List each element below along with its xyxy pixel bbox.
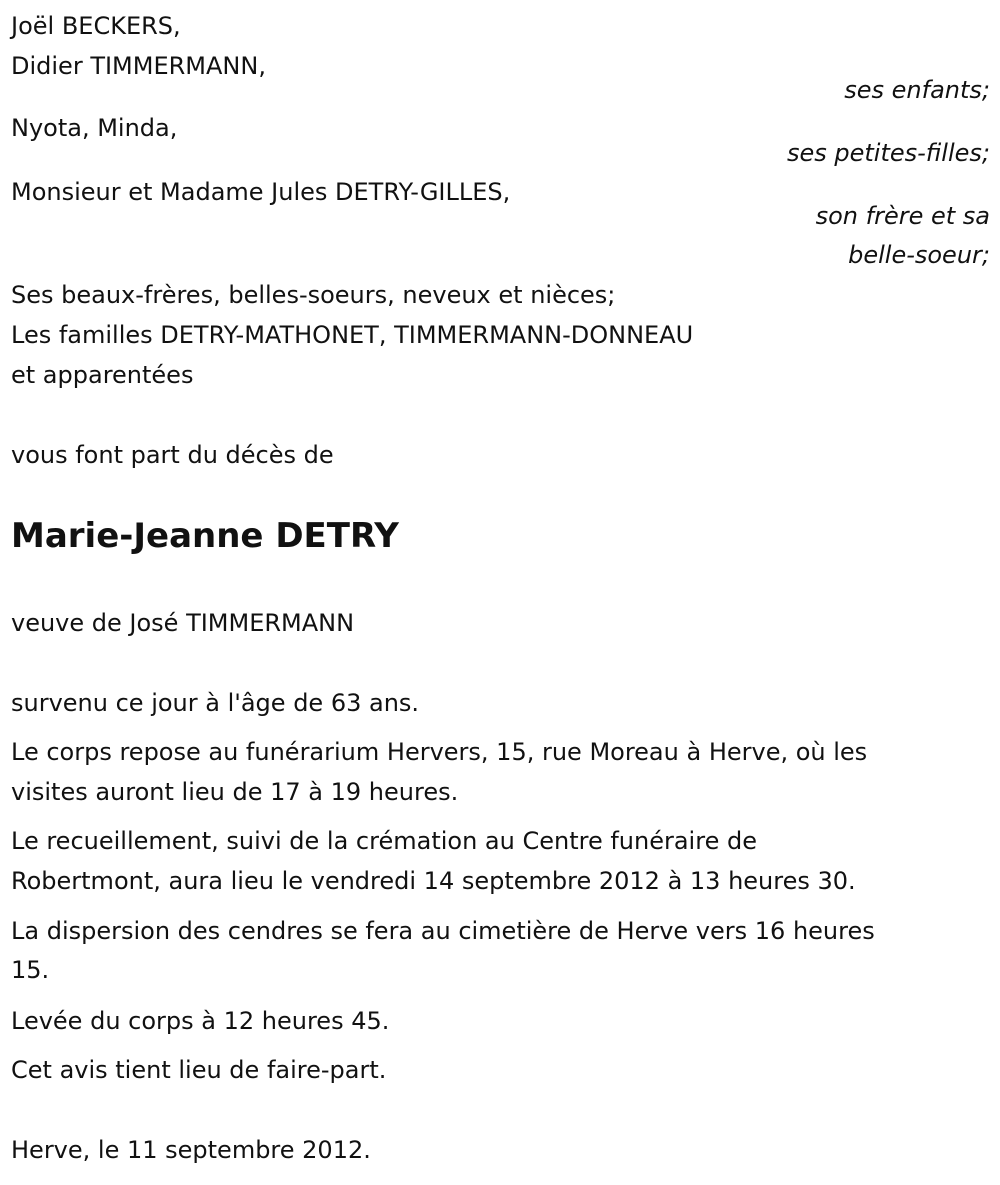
ashes-line-2: 15. xyxy=(11,956,50,984)
children-name-2: Didier TIMMERMANN, xyxy=(11,52,266,80)
ceremony-line-2: Robertmont, aura lieu le vendredi 14 septembre 2012 à 13 heures 30. xyxy=(11,867,856,895)
rest-line-1: Le corps repose au funérarium Hervers, 15, rue Moreau à Herve, où les xyxy=(11,738,868,766)
notice-line: Cet avis tient lieu de faire-part. xyxy=(11,1056,387,1084)
siblings-names: Monsieur et Madame Jules DETRY-GILLES, xyxy=(11,178,511,206)
families-line-1: Les familles DETRY-MATHONET, TIMMERMANN-DONNEAU xyxy=(11,321,694,349)
grandchildren-role: ses petites-filles; xyxy=(786,139,990,167)
families-line-2: et apparentées xyxy=(11,361,194,389)
widow-of-line: veuve de José TIMMERMANN xyxy=(11,609,355,637)
age-line: survenu ce jour à l'âge de 63 ans. xyxy=(11,689,420,717)
levee-line: Levée du corps à 12 heures 45. xyxy=(11,1007,390,1035)
ashes-line-1: La dispersion des cendres se fera au cimetière de Herve vers 16 heures xyxy=(11,917,875,945)
rest-line-2: visites auront lieu de 17 à 19 heures. xyxy=(11,778,459,806)
children-name-1: Joël BECKERS, xyxy=(11,12,181,40)
siblings-role-line-2: belle-soeur; xyxy=(848,241,990,269)
deceased-name: Marie-Jeanne DETRY xyxy=(11,516,399,556)
siblings-role-line-1: son frère et sa xyxy=(815,202,990,230)
inlaws-line: Ses beaux-frères, belles-soeurs, neveux et nièces; xyxy=(11,281,616,309)
place-date: Herve, le 11 septembre 2012. xyxy=(11,1136,371,1164)
children-role: ses enfants; xyxy=(844,76,990,104)
announcement-intro: vous font part du décès de xyxy=(11,441,334,469)
ceremony-line-1: Le recueillement, suivi de la crémation au Centre funéraire de xyxy=(11,827,757,855)
grandchildren-names: Nyota, Minda, xyxy=(11,114,178,142)
